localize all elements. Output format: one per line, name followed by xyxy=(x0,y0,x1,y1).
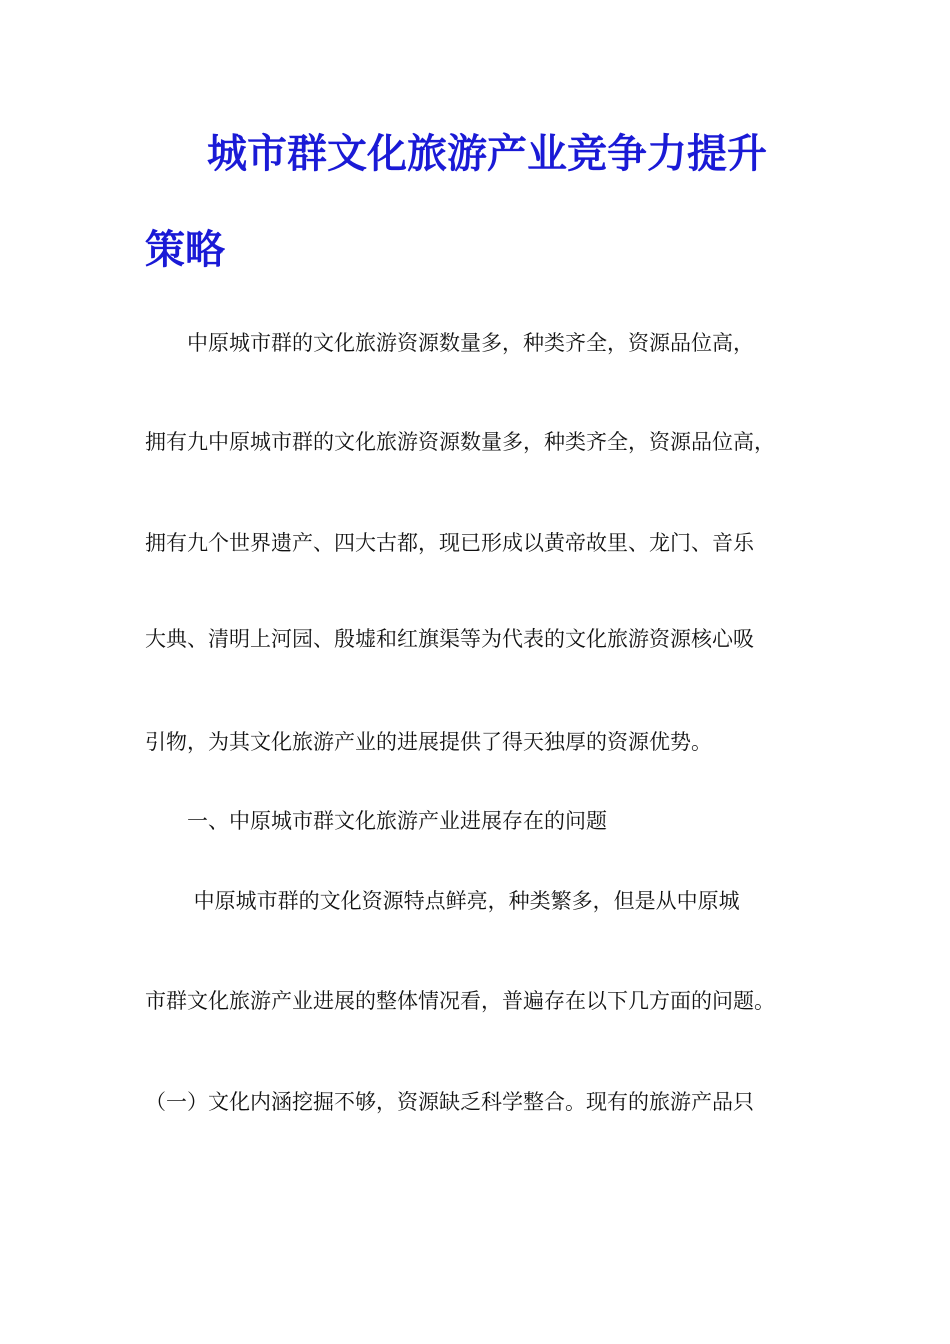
paragraph-line-8: （一）文化内涵挖掘不够，资源缺乏科学整合。现有的旅游产品只 xyxy=(145,1090,754,1114)
paragraph-line-3: 拥有九个世界遗产、四大古都，现已形成以黄帝故里、龙门、音乐 xyxy=(145,531,754,555)
paragraph-line-2: 拥有九中原城市群的文化旅游资源数量多，种类齐全，资源品位高， xyxy=(145,430,775,454)
paragraph-line-4: 大典、清明上河园、殷墟和红旗渠等为代表的文化旅游资源核心吸 xyxy=(145,627,754,651)
section-heading: 一、中原城市群文化旅游产业进展存在的问题 xyxy=(145,809,607,833)
paragraph-line-1: 中原城市群的文化旅游资源数量多，种类齐全，资源品位高， xyxy=(145,331,754,355)
paragraph-line-6: 中原城市群的文化资源特点鲜亮，种类繁多，但是从中原城 xyxy=(145,889,740,913)
paragraph-line-5: 引物，为其文化旅游产业的进展提供了得天独厚的资源优势。 xyxy=(145,730,712,754)
document-title-line-1: 城市群文化旅游产业竞争力提升 xyxy=(207,130,767,177)
document-title-line-2: 策略 xyxy=(145,226,225,273)
paragraph-line-7: 市群文化旅游产业进展的整体情况看，普遍存在以下几方面的问题。 xyxy=(145,989,775,1013)
